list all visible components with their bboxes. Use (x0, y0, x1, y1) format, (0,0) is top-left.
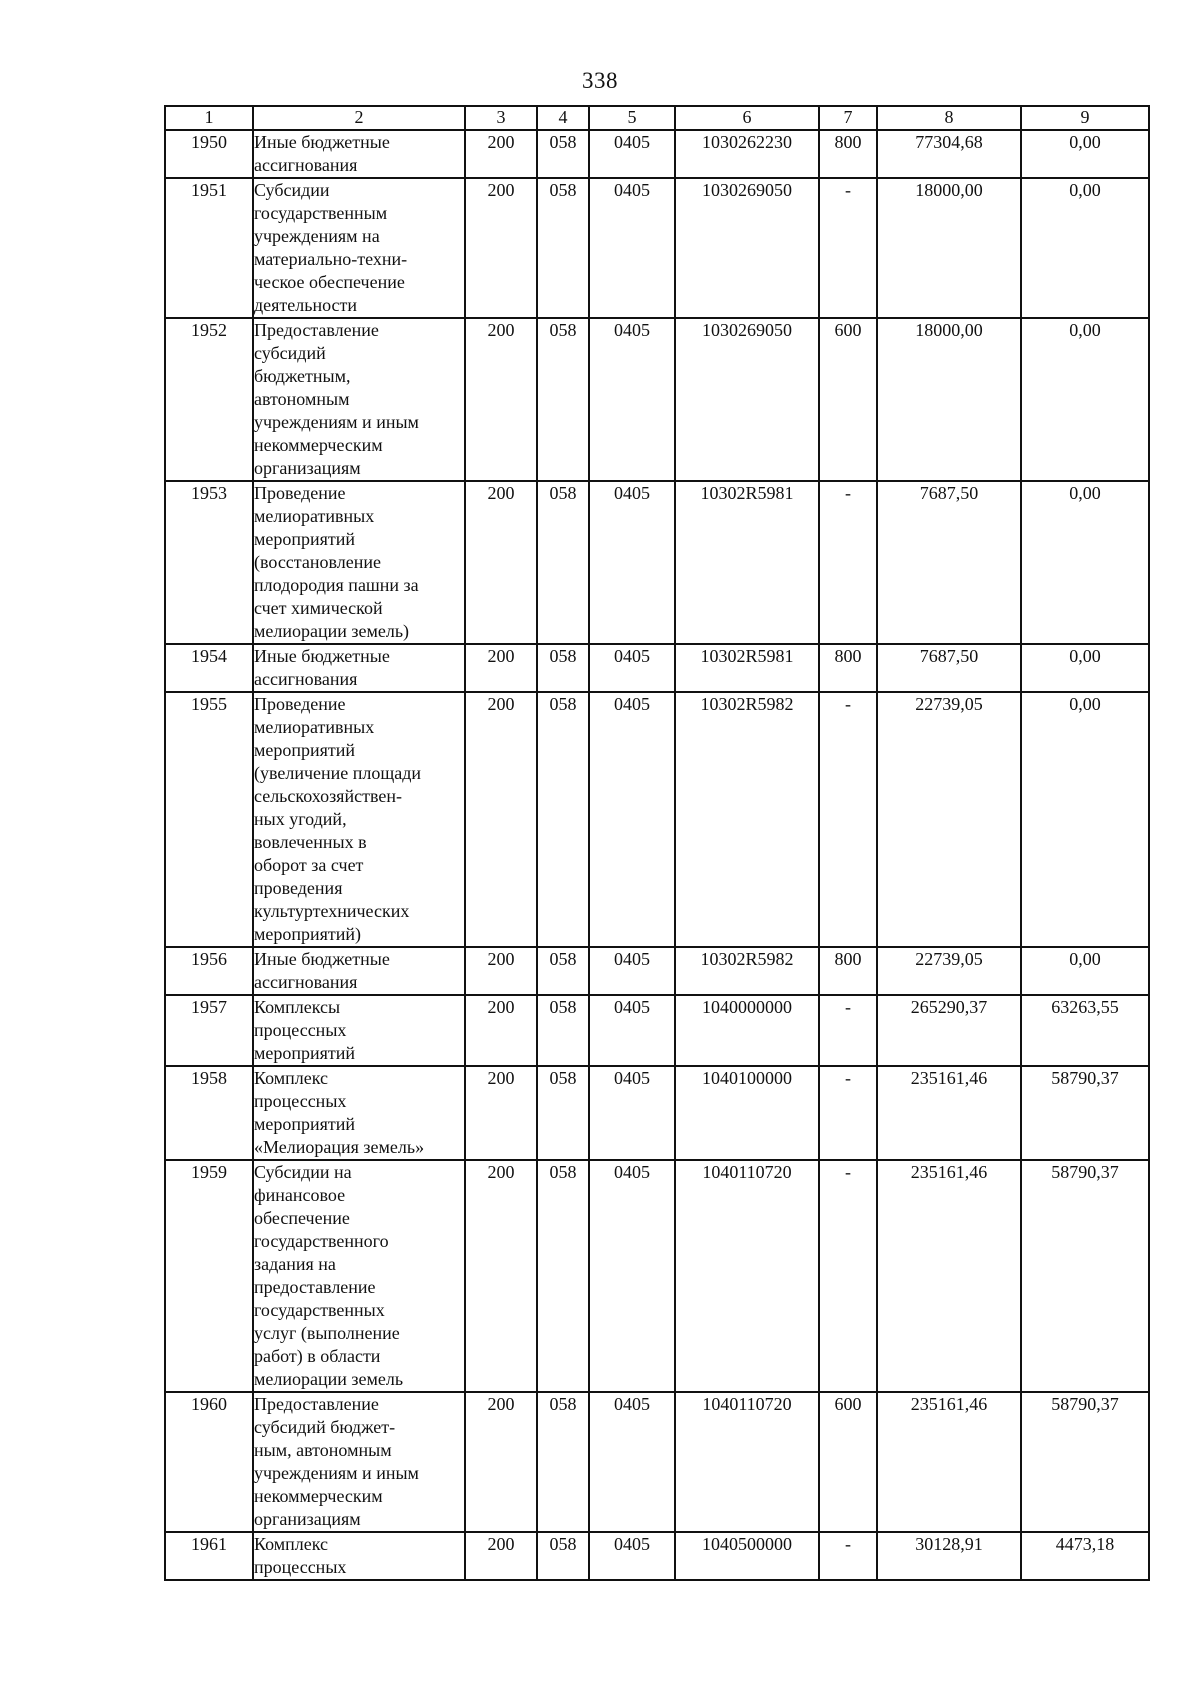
item-name-line: оборот за счет (254, 855, 364, 875)
col-6-cell (675, 130, 819, 178)
col-5-cell (589, 130, 675, 178)
item-name-line: учреждениям на (254, 226, 380, 246)
column-header-4: 4 (537, 106, 589, 130)
col-8-amount-value: 18000,00 (915, 320, 983, 340)
col-6-cell (675, 318, 819, 481)
col-7-cell (819, 1392, 877, 1532)
col-7-cell (819, 692, 877, 947)
item-name-line: государственного (254, 1231, 389, 1251)
col-4-cell-value: 058 (549, 1162, 577, 1182)
item-name (253, 1066, 465, 1160)
column-header-3: 3 (465, 106, 537, 130)
col-5-cell (589, 318, 675, 481)
col-8-amount-value: 7687,50 (919, 646, 979, 666)
item-name-line: (восстановление (254, 552, 381, 572)
col-3-cell (465, 644, 537, 692)
table-row (165, 947, 1149, 995)
item-name-line: мелиорации земель) (254, 621, 410, 641)
col-6-cell (675, 178, 819, 318)
row-number: 1957 (165, 995, 253, 1066)
col-7-cell-value: - (845, 180, 851, 200)
item-name-line: счет химической (254, 598, 383, 618)
col-8-amount (877, 995, 1021, 1066)
item-name-line: некоммерческим (254, 1486, 383, 1506)
item-name-line: Предоставление (254, 1394, 379, 1414)
col-5-cell (589, 1532, 675, 1580)
item-name-line: ассигнования (254, 155, 358, 175)
col-6-cell (675, 644, 819, 692)
col-9-amount (1021, 318, 1149, 481)
col-4-cell-value: 058 (549, 1068, 577, 1088)
col-4-cell (537, 692, 589, 947)
col-3-cell-value: 200 (487, 132, 515, 152)
col-7-cell (819, 481, 877, 644)
table-body (165, 130, 1149, 1580)
col-5-cell (589, 481, 675, 644)
item-name-line: субсидий (254, 343, 326, 363)
col-9-amount-value: 0,00 (1069, 646, 1101, 666)
col-7-cell-value: - (845, 694, 851, 714)
row-number: 1960 (165, 1392, 253, 1532)
col-9-amount (1021, 481, 1149, 644)
col-9-amount (1021, 1160, 1149, 1392)
col-8-amount (877, 1392, 1021, 1532)
item-name-line: ных угодий, (254, 809, 347, 829)
col-5-cell (589, 1160, 675, 1392)
column-header-8: 8 (877, 106, 1021, 130)
col-9-amount-value: 0,00 (1069, 132, 1101, 152)
item-name-line: ческое обеспечение (254, 272, 405, 292)
column-header-2: 2 (253, 106, 465, 130)
column-header-1: 1 (165, 106, 253, 130)
col-3-cell-value: 200 (487, 1534, 515, 1554)
col-4-cell-value: 058 (549, 320, 577, 340)
col-5-cell (589, 178, 675, 318)
col-3-cell-value: 200 (487, 997, 515, 1017)
item-name-line: мероприятий (254, 1114, 356, 1134)
item-name-line: ассигнования (254, 972, 358, 992)
col-6-cell-value: 1040110720 (702, 1162, 792, 1182)
col-3-cell-value: 200 (487, 180, 515, 200)
item-name-line: учреждениям и иным (254, 412, 419, 432)
col-3-cell-value: 200 (487, 646, 515, 666)
col-6-cell (675, 947, 819, 995)
col-6-cell-value: 1030269050 (702, 320, 792, 340)
col-6-cell (675, 1392, 819, 1532)
col-6-cell-value: 1040100000 (702, 1068, 792, 1088)
col-4-cell-value: 058 (549, 180, 577, 200)
col-9-amount (1021, 692, 1149, 947)
col-4-cell (537, 1532, 589, 1580)
col-5-cell (589, 692, 675, 947)
item-name-line: мелиоративных (254, 717, 375, 737)
item-name-line: плодородия пашни за (254, 575, 419, 595)
column-header-6: 6 (675, 106, 819, 130)
col-9-amount-value: 0,00 (1069, 694, 1101, 714)
col-4-cell-value: 058 (549, 646, 577, 666)
item-name-line: субсидий бюджет- (254, 1417, 396, 1437)
item-name-line: учреждениям и иным (254, 1463, 419, 1483)
item-name-line: деятельности (254, 295, 358, 315)
item-name-line: организациям (254, 1509, 361, 1529)
col-4-cell (537, 130, 589, 178)
item-name (253, 178, 465, 318)
col-7-cell (819, 644, 877, 692)
item-name-line: культуртехнических (254, 901, 410, 921)
col-4-cell-value: 058 (549, 1534, 577, 1554)
col-8-amount (877, 644, 1021, 692)
col-3-cell (465, 178, 537, 318)
col-5-cell (589, 1392, 675, 1532)
col-5-cell-value: 0405 (614, 1068, 650, 1088)
item-name-line: Предоставление (254, 320, 379, 340)
col-9-amount (1021, 995, 1149, 1066)
col-8-amount-value: 30128,91 (915, 1534, 983, 1554)
col-7-cell (819, 318, 877, 481)
item-name-line: Субсидии на (254, 1162, 352, 1182)
col-3-cell (465, 1160, 537, 1392)
col-5-cell-value: 0405 (614, 1534, 650, 1554)
col-7-cell-value: - (845, 1162, 851, 1182)
col-5-cell (589, 947, 675, 995)
col-9-amount (1021, 1532, 1149, 1580)
table-row (165, 692, 1149, 947)
item-name-line: ным, автономным (254, 1440, 392, 1460)
item-name-line: мелиорации земель (254, 1369, 404, 1389)
col-7-cell (819, 178, 877, 318)
item-name-line: некоммерческим (254, 435, 383, 455)
item-name-line: мероприятий) (254, 924, 362, 944)
col-9-amount (1021, 130, 1149, 178)
col-8-amount-value: 7687,50 (919, 483, 979, 503)
row-number: 1955 (165, 692, 253, 947)
column-header-5: 5 (589, 106, 675, 130)
col-7-cell-value: - (845, 997, 851, 1017)
col-6-cell-value: 1030262230 (702, 132, 792, 152)
col-4-cell-value: 058 (549, 483, 577, 503)
col-8-amount-value: 235161,46 (910, 1162, 988, 1182)
col-4-cell (537, 995, 589, 1066)
col-9-amount (1021, 644, 1149, 692)
col-3-cell-value: 200 (487, 1068, 515, 1088)
col-9-amount-value: 0,00 (1069, 949, 1101, 969)
col-5-cell-value: 0405 (614, 132, 650, 152)
col-8-amount (877, 481, 1021, 644)
col-4-cell (537, 178, 589, 318)
item-name-line: сельскохозяйствен- (254, 786, 402, 806)
col-5-cell-value: 0405 (614, 483, 650, 503)
row-number: 1954 (165, 644, 253, 692)
col-9-amount-value: 0,00 (1069, 180, 1101, 200)
col-5-cell-value: 0405 (614, 1394, 650, 1414)
col-9-amount-value: 0,00 (1069, 483, 1101, 503)
col-6-cell (675, 692, 819, 947)
col-8-amount (877, 130, 1021, 178)
col-6-cell-value: 10302R5982 (700, 949, 794, 969)
col-9-amount-value: 63263,55 (1051, 997, 1119, 1017)
table-row (165, 1066, 1149, 1160)
col-8-amount-value: 235161,46 (910, 1068, 988, 1088)
col-8-amount (877, 947, 1021, 995)
col-8-amount (877, 318, 1021, 481)
col-5-cell-value: 0405 (614, 320, 650, 340)
col-5-cell-value: 0405 (614, 1162, 650, 1182)
col-5-cell (589, 644, 675, 692)
col-3-cell (465, 995, 537, 1066)
row-number: 1950 (165, 130, 253, 178)
col-7-cell-value: 800 (834, 646, 862, 666)
table-row (165, 318, 1149, 481)
col-6-cell (675, 1066, 819, 1160)
table-row (165, 995, 1149, 1066)
col-3-cell (465, 1392, 537, 1532)
col-8-amount-value: 18000,00 (915, 180, 983, 200)
item-name-line: Проведение (254, 483, 346, 503)
item-name-line: материально-техни- (254, 249, 408, 269)
col-9-amount (1021, 1392, 1149, 1532)
col-9-amount-value: 58790,37 (1051, 1162, 1119, 1182)
col-5-cell-value: 0405 (614, 646, 650, 666)
col-8-amount (877, 178, 1021, 318)
col-6-cell (675, 1160, 819, 1392)
item-name-line: предоставление (254, 1277, 376, 1297)
col-9-amount-value: 4473,18 (1055, 1534, 1115, 1554)
col-7-cell (819, 947, 877, 995)
col-9-amount (1021, 947, 1149, 995)
col-8-amount-value: 22739,05 (915, 949, 983, 969)
row-number: 1952 (165, 318, 253, 481)
table-row (165, 1160, 1149, 1392)
col-7-cell (819, 130, 877, 178)
item-name-line: задания на (254, 1254, 336, 1274)
item-name-line: мелиоративных (254, 506, 375, 526)
col-4-cell-value: 058 (549, 132, 577, 152)
item-name-line: обеспечение (254, 1208, 350, 1228)
item-name-line: Комплекс (254, 1534, 329, 1554)
col-7-cell-value: 600 (834, 1394, 862, 1414)
col-9-amount (1021, 1066, 1149, 1160)
col-6-cell-value: 10302R5981 (700, 646, 794, 666)
item-name-line: работ) в области (254, 1346, 381, 1366)
item-name-line: проведения (254, 878, 343, 898)
col-6-cell-value: 10302R5982 (700, 694, 794, 714)
col-4-cell (537, 318, 589, 481)
col-8-amount-value: 22739,05 (915, 694, 983, 714)
col-3-cell (465, 481, 537, 644)
item-name-line: Субсидии (254, 180, 330, 200)
col-6-cell (675, 1532, 819, 1580)
item-name-line: услуг (выполнение (254, 1323, 400, 1343)
col-7-cell-value: 600 (834, 320, 862, 340)
page-number: 338 (582, 68, 618, 93)
item-name-line: мероприятий (254, 529, 356, 549)
item-name-line: Иные бюджетные (254, 646, 390, 666)
table-row (165, 481, 1149, 644)
col-7-cell (819, 1160, 877, 1392)
item-name-line: процессных (254, 1091, 347, 1111)
col-7-cell-value: 800 (834, 132, 862, 152)
item-name-line: вовлеченных в (254, 832, 367, 852)
col-4-cell (537, 1160, 589, 1392)
col-8-amount (877, 1160, 1021, 1392)
item-name-line: «Мелиорация земель» (254, 1137, 425, 1157)
col-4-cell (537, 947, 589, 995)
col-6-cell (675, 481, 819, 644)
item-name (253, 1392, 465, 1532)
col-8-amount (877, 1066, 1021, 1160)
col-3-cell-value: 200 (487, 483, 515, 503)
col-6-cell-value: 1040110720 (702, 1394, 792, 1414)
item-name-line: государственным (254, 203, 388, 223)
row-number: 1961 (165, 1532, 253, 1580)
col-3-cell-value: 200 (487, 320, 515, 340)
col-8-amount (877, 1532, 1021, 1580)
item-name-line: процессных (254, 1020, 347, 1040)
row-number: 1959 (165, 1160, 253, 1392)
item-name-line: мероприятий (254, 740, 356, 760)
col-6-cell-value: 1030269050 (702, 180, 792, 200)
col-3-cell (465, 1532, 537, 1580)
item-name-line: Проведение (254, 694, 346, 714)
item-name (253, 692, 465, 947)
col-7-cell (819, 995, 877, 1066)
col-7-cell (819, 1532, 877, 1580)
col-7-cell-value: - (845, 483, 851, 503)
item-name (253, 481, 465, 644)
item-name-line: Иные бюджетные (254, 132, 390, 152)
col-3-cell-value: 200 (487, 1162, 515, 1182)
row-number: 1958 (165, 1066, 253, 1160)
col-3-cell (465, 947, 537, 995)
item-name-line: процессных (254, 1557, 347, 1577)
col-5-cell-value: 0405 (614, 180, 650, 200)
budget-table (164, 105, 1150, 1581)
col-7-cell (819, 1066, 877, 1160)
column-header-7: 7 (819, 106, 877, 130)
item-name (253, 644, 465, 692)
col-3-cell-value: 200 (487, 694, 515, 714)
row-number: 1951 (165, 178, 253, 318)
col-8-amount-value: 265290,37 (910, 997, 988, 1017)
col-4-cell-value: 058 (549, 694, 577, 714)
item-name-line: автономным (254, 389, 350, 409)
col-4-cell (537, 644, 589, 692)
col-8-amount-value: 235161,46 (910, 1394, 988, 1414)
item-name-line: финансовое (254, 1185, 346, 1205)
col-9-amount-value: 58790,37 (1051, 1068, 1119, 1088)
col-6-cell-value: 10302R5981 (700, 483, 794, 503)
item-name-line: Комплекс (254, 1068, 329, 1088)
col-4-cell-value: 058 (549, 997, 577, 1017)
col-8-amount (877, 692, 1021, 947)
col-3-cell-value: 200 (487, 949, 515, 969)
col-4-cell (537, 1392, 589, 1532)
item-name-line: мероприятий (254, 1043, 356, 1063)
col-9-amount-value: 58790,37 (1051, 1394, 1119, 1414)
col-4-cell-value: 058 (549, 1394, 577, 1414)
col-6-cell (675, 995, 819, 1066)
item-name (253, 947, 465, 995)
col-6-cell-value: 1040500000 (702, 1534, 792, 1554)
col-7-cell-value: - (845, 1534, 851, 1554)
col-7-cell-value: 800 (834, 949, 862, 969)
item-name (253, 130, 465, 178)
col-3-cell-value: 200 (487, 1394, 515, 1414)
item-name-line: (увеличение площади (254, 763, 422, 783)
item-name-line: бюджетным, (254, 366, 351, 386)
col-6-cell-value: 1040000000 (702, 997, 792, 1017)
item-name-line: Иные бюджетные (254, 949, 390, 969)
item-name (253, 1532, 465, 1580)
col-5-cell (589, 995, 675, 1066)
item-name-line: ассигнования (254, 669, 358, 689)
row-number: 1956 (165, 947, 253, 995)
item-name-line: организациям (254, 458, 361, 478)
item-name (253, 318, 465, 481)
col-3-cell (465, 692, 537, 947)
col-5-cell (589, 1066, 675, 1160)
column-header-9: 9 (1021, 106, 1149, 130)
col-7-cell-value: - (845, 1068, 851, 1088)
table-row (165, 1532, 1149, 1580)
col-4-cell (537, 1066, 589, 1160)
col-5-cell-value: 0405 (614, 949, 650, 969)
item-name (253, 1160, 465, 1392)
item-name-line: Комплексы (254, 997, 341, 1017)
col-5-cell-value: 0405 (614, 997, 650, 1017)
header-row (165, 106, 1149, 130)
col-9-amount-value: 0,00 (1069, 320, 1101, 340)
table-row (165, 644, 1149, 692)
item-name (253, 995, 465, 1066)
col-9-amount (1021, 178, 1149, 318)
table-row (165, 130, 1149, 178)
col-5-cell-value: 0405 (614, 694, 650, 714)
col-3-cell (465, 1066, 537, 1160)
item-name-line: государственных (254, 1300, 385, 1320)
col-8-amount-value: 77304,68 (915, 132, 983, 152)
col-4-cell-value: 058 (549, 949, 577, 969)
row-number: 1953 (165, 481, 253, 644)
table-row (165, 1392, 1149, 1532)
col-3-cell (465, 318, 537, 481)
col-3-cell (465, 130, 537, 178)
table-row (165, 178, 1149, 318)
col-4-cell (537, 481, 589, 644)
